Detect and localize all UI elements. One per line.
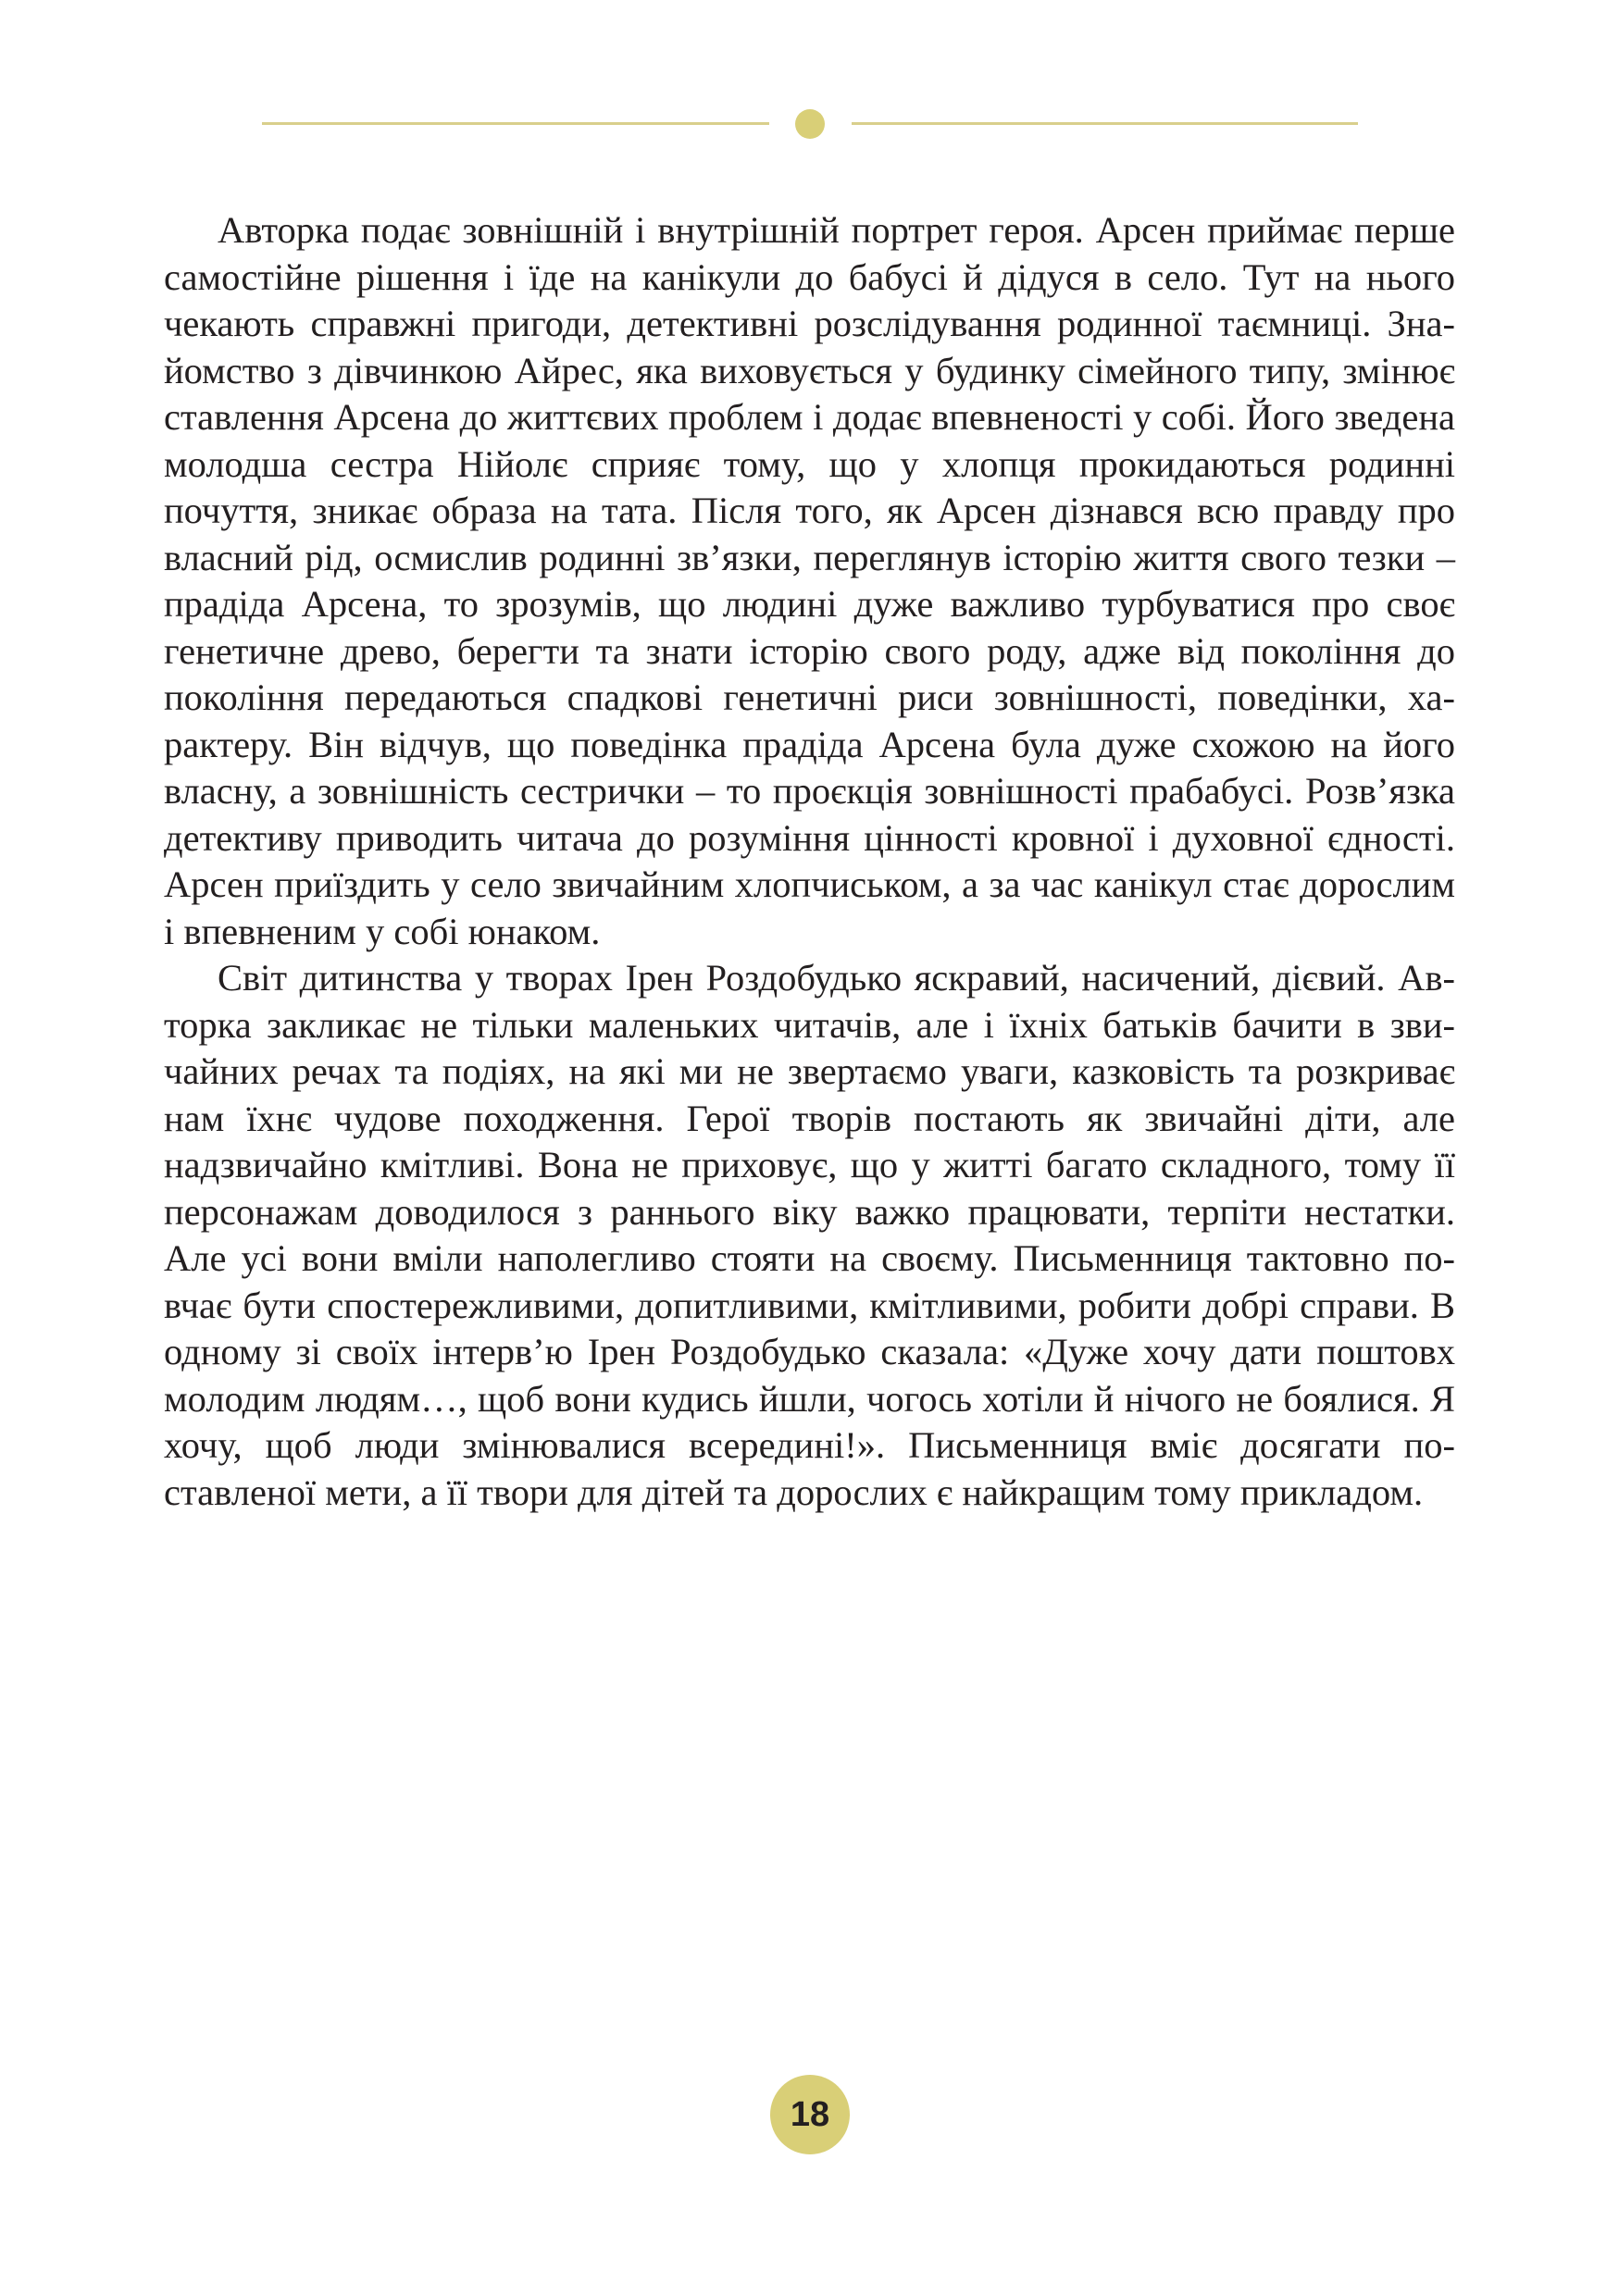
- ornament-line-right: [852, 122, 1358, 125]
- ornament-dot: [795, 109, 825, 139]
- body-text: [164, 207, 1455, 1516]
- header-ornament: [262, 109, 1358, 137]
- ornament-line-left: [262, 122, 769, 125]
- page-number-badge: [770, 2075, 850, 2154]
- paragraph-1: Авторка подає зовнішній і внутрішній портрет героя. Арсен приймає перше самостійне рішення і їде на канікули до бабусі й дідуся в село. Тут на нього чекають справжні пригоди, детективні розслідування родинної таємниці. Знайомство з дівчинкою Айрес, яка виховується у будинку сімейного типу, змінює ставлення Арсена до життєвих проблем і додає впевненості у собі. Його зведена молодша сестра Нійолє сприяє тому, що у хлопця прокидаються родинні почуття, зникає образа на тата. Після того, як Арсен дізнався всю правду про власний рід, осмислив родинні зв’язки, переглянув історію життя свого тезки – прадіда Арсена, то зрозумів, що людині дуже важливо турбуватися про своє генетичне древо, берегти та знати історію свого роду, адже від покоління до покоління передаються спадкові генетичні риси зовнішності, поведінки, характеру. Він відчув, що поведінка прадіда Арсена була дуже схожою на його власну, а зовнішність сестрички – то проєкція зовнішності прабабусі. Розв’язка детективу приводить читача до розуміння цінності кровної і духовної єдності. Арсен приїздить у село звичайним хлопчиськом, а за час канікул стає дорослим і впевненим у собі юнаком.: [164, 209, 1455, 952]
- page-number: 18: [790, 2094, 830, 2134]
- paragraph-2: Світ дитинства у творах Ірен Роздобудько яскравий, насичений, дієвий. Авторка закликає не тільки маленьких читачів, але і їхніх батьків бачити в звичайних речах та подіях, на які ми не звертаємо уваги, казковість та розкриває нам їхнє чудове походження. Герої творів постають як звичайні діти, але надзвичайно кмітливі. Вона не приховує, що у житті багато складного, тому її персонажам доводилося з раннього віку важко працювати, терпіти нестатки. Але усі вони вміли наполегливо стояти на своєму. Письменниця тактовно повчає бути спостережливими, допитливими, кмітливими, робити добрі справи. В одному зі своїх інтерв’ю Ірен Роздобудько сказала: «Дуже хочу дати поштовх молодим людям…, щоб вони кудись йшли, чогось хотіли й нічого не боялися. Я хочу, щоб люди змінювалися всередині!». Письменниця вміє досягати поставленої мети, а її твори для дітей та дорослих є найкращим тому прикладом.: [164, 957, 1455, 1513]
